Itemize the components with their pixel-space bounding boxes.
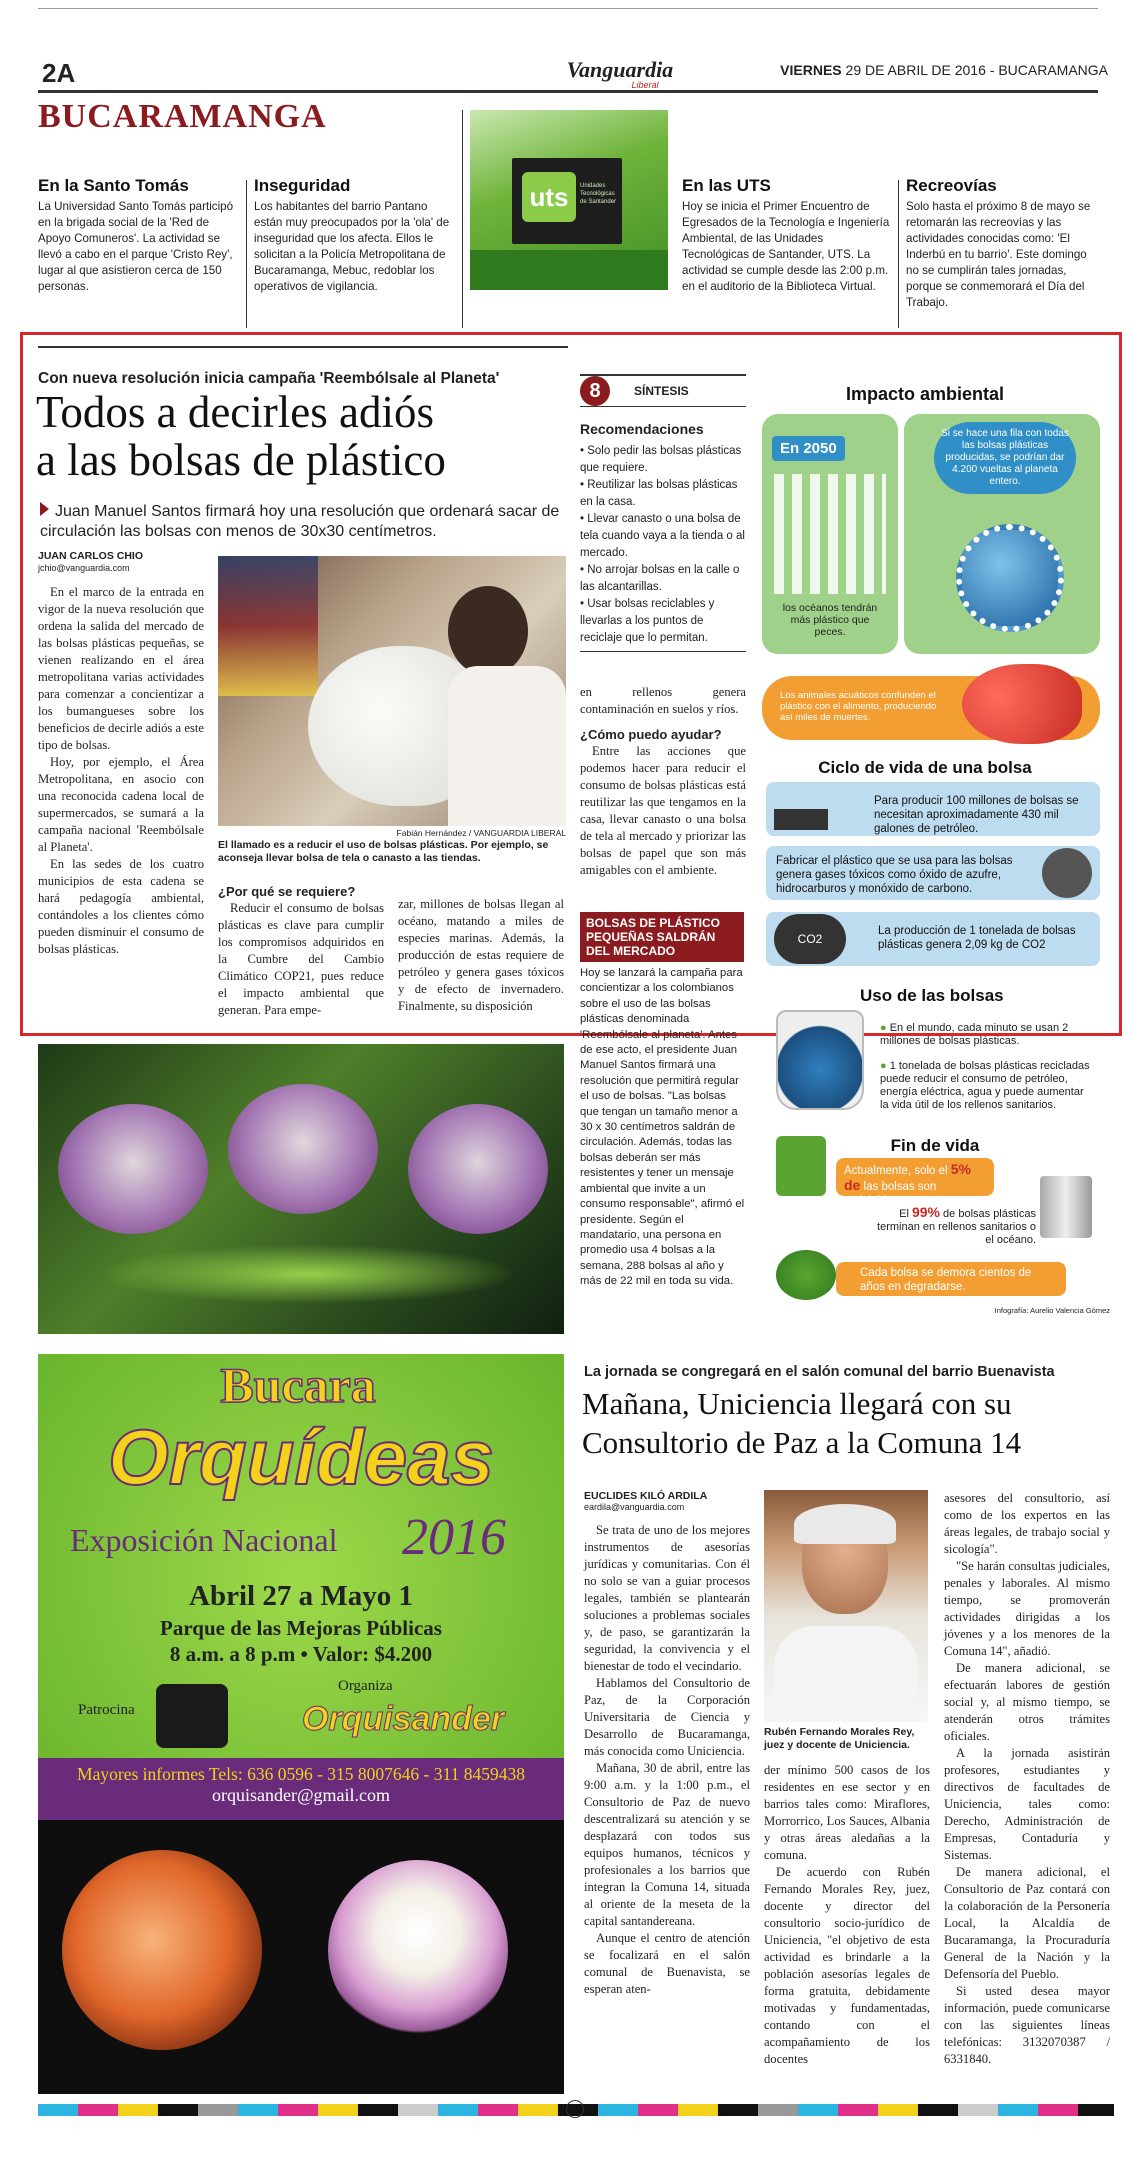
sintesis-box <box>580 374 746 652</box>
deck-arrow-icon <box>40 502 49 516</box>
issue-date <box>780 62 1108 78</box>
paragraph: De manera adicional, se efectuarán labores de gestión social y, al mismo tiempo, se atenderán otros trámites oficiales. <box>944 1661 1110 1743</box>
photo-person-hair <box>448 586 528 676</box>
paragraph: "Se harán consultas judiciales, penales y laborales. Al mismo tiempo, se promoverán actividades dirigidas a los jóvenes y a los menores de la Comuna 14", añadió. <box>944 1559 1110 1658</box>
subhead: ¿Cómo puedo ayudar? <box>580 727 722 742</box>
ad-brand-2: Orquídeas <box>108 1413 494 1501</box>
uso-title: Uso de las bolsas <box>860 986 1004 1005</box>
top-rule <box>38 8 1098 9</box>
sintesis-item: • No arrojar bolsas en la calle o las alcantarillas. <box>580 564 740 593</box>
section-title: BUCARAMANGA <box>38 98 327 135</box>
paragraph: Hoy, por ejemplo, el Área Metropolitana, en asocio con una reconocida cadena local de supermercados, se sumará a la campaña nacional 'Reembólsale al Planeta'. <box>38 755 204 854</box>
second-headline-line-2: Consultorio de Paz a la Comuna 14 <box>582 1425 1022 1460</box>
orchid-flower-1 <box>58 1104 208 1234</box>
trash-can-icon <box>1040 1176 1092 1238</box>
brief-recreovias <box>906 176 1102 311</box>
fin-1a: Actualmente, solo el <box>844 1165 948 1177</box>
sintesis-title: Recomendaciones <box>580 421 704 437</box>
ad-year: 2016 <box>402 1509 506 1566</box>
panel-fila <box>904 414 1100 654</box>
recycle-bag-icon <box>776 1136 826 1196</box>
second-headline-line-1: Mañana, Uniciencia llegará con su <box>582 1386 1012 1421</box>
oceans-text: los océanos tendrán más plástico que peces. <box>782 602 878 638</box>
registration-mark-icon <box>566 2100 584 2118</box>
fin-2a: El <box>899 1208 909 1220</box>
second-column-3 <box>944 1490 1110 2068</box>
paragraph: Hablamos del Consultorio de Paz, de la Corporación Universitaria de Ciencia y Desarrollo de Bucaramanga, más conocida como Uniciencia. <box>584 1676 750 1758</box>
fin-row-1 <box>836 1158 994 1207</box>
brief-title: En las UTS <box>682 176 771 195</box>
brief-text: Solo hasta el próximo 8 de mayo se retomarán las recreovías y las actividades conocidas como: 'El Inderbú en tu barrio'. Este domingo no se cumplirán tales jornadas, porque se conmemorará el Día del Trabajo. <box>906 200 1091 309</box>
sintesis-item: • Reutilizar las bolsas plásticas en la casa. <box>580 479 738 508</box>
kicker-rule <box>38 346 568 348</box>
main-headline-line-2: a las bolsas de plástico <box>36 435 446 485</box>
second-byline: EUCLIDES KILÓ ARDILA <box>584 1490 708 1502</box>
caption-name: Rubén Fernando Morales Rey, <box>764 1726 915 1738</box>
ad-contact-band <box>38 1758 564 1820</box>
photo-hair <box>794 1504 896 1544</box>
main-headline <box>36 388 446 484</box>
uso-2: 1 tonelada de bolsas plásticas recicladas puede reducir el consumo de petróleo, energía eléctrica, agua y puede aumentar la vida útil de los rellenos sanitarios. <box>880 1060 1090 1111</box>
sintesis-item: • Solo pedir las bolsas plásticas que requiere. <box>580 445 742 474</box>
ciclo-row-1 <box>766 782 1100 836</box>
uts-sign <box>512 158 622 244</box>
paragraph: en rellenos genera contaminación en suelos y ríos. <box>580 685 746 716</box>
sintesis-item: • Usar bolsas reciclables y llevarlas a los puntos de reciclaje que lo permitan. <box>580 598 715 644</box>
bags-grid-icon <box>774 474 886 594</box>
gas-mask-icon <box>1042 848 1092 898</box>
infographic-credit: Infografía: Aurelio Valencia Gómez <box>994 1306 1110 1315</box>
paragraph: Si usted desea mayor información, puede comunicarse con las siguientes líneas telefónicas: 3132070387 / 6331840. <box>944 1984 1110 2066</box>
main-byline: JUAN CARLOS CHIO <box>38 550 144 562</box>
uts-logo: uts <box>522 172 576 222</box>
brief-divider <box>246 180 247 328</box>
oil-pump-icon <box>774 788 828 830</box>
fin-2b: 99% <box>911 1204 940 1220</box>
orchid-flower-3 <box>408 1104 548 1234</box>
main-photo <box>218 556 566 826</box>
main-column-3 <box>398 896 564 1015</box>
main-column-4 <box>580 684 746 879</box>
masthead-title: Vanguardia <box>566 57 674 82</box>
main-deck <box>40 502 570 542</box>
photo-shirt <box>774 1626 918 1722</box>
brief-title: Inseguridad <box>254 176 351 195</box>
fish-icon <box>962 664 1082 744</box>
ciclo-2-text: Fabricar el plástico que se usa para las bolsas genera gases tóxicos como óxido de azufre, hidrocarburos y monóxido de carbono. <box>776 855 1013 895</box>
ad-expo: Exposición Nacional <box>70 1522 338 1558</box>
brief-inseguridad <box>254 176 454 295</box>
panel-2050 <box>762 414 898 654</box>
fin-2c: de bolsas plásticas terminan en rellenos sanitarios o el océano. <box>877 1208 1036 1246</box>
sintesis-header <box>580 374 746 407</box>
co2-cloud-icon: CO2 <box>774 914 846 964</box>
ad-photos <box>38 1820 564 2094</box>
paragraph: A la jornada asistirán profesores, estudiantes y directivos de facultades de Uniciencia, tales como: Derecho, Administración de Empresas, Contaduría y Sistemas. <box>944 1746 1110 1862</box>
fila-text: Si se hace una fila con todas las bolsas plásticas producidas, se podrían dar 4.200 vueltas al planeta entero. <box>934 422 1076 494</box>
ad-sponsor-label: Patrocina <box>78 1702 135 1718</box>
fin-1b: 5% de <box>844 1161 971 1193</box>
subhead: ¿Por qué se requiere? <box>218 884 356 899</box>
photo-caption: El llamado es a reducir el uso de bolsas plásticas. Por ejemplo, se aconseja llevar bolsa de tela o canasto a las tiendas. <box>218 839 549 864</box>
fin-row-2 <box>876 1206 1036 1247</box>
orchid-flower-2 <box>228 1084 378 1214</box>
brief-uts <box>682 176 890 295</box>
paragraph: der mínimo 500 casos de los residentes en ese sector y en barrios tales como: Miraflores, Morrorrico, Los Sauces, Albania y otras áreas aledañas a la comuna. <box>764 1763 930 1862</box>
box-title: BOLSAS DE PLÁSTICO PEQUEÑAS SALDRÁN DEL MERCADO <box>580 912 744 962</box>
second-kicker: La jornada se congregará en el salón comunal del barrio Buenavista <box>584 1364 1055 1380</box>
bullet-icon: ● <box>880 1022 890 1034</box>
brief-santo-tomas <box>38 176 238 295</box>
paragraph: Entre las acciones que podemos hacer para reducir el consumo de bolsas plásticas está reutilizar las que tengamos en la casa, llevar canasto o una bolsa de tela al mercado y priorizar las bolsas de papel que son más amigables con el ambiente. <box>580 744 746 877</box>
brief-text: La Universidad Santo Tomás participó en la brigada social de la 'Red de Apoyo Comuneros'. La actividad se llevó a cabo en el parque 'Cristo Rey', lugar al que asistieron cerca de 150 personas. <box>38 200 234 293</box>
brief-divider <box>462 110 463 328</box>
ciclo-title: Ciclo de vida de una bolsa <box>818 758 1032 777</box>
second-email: eardila@vanguardia.com <box>584 1502 685 1512</box>
paragraph: Reducir el consumo de bolsas plásticas es clave para cumplir los compromisos adquiridos en la Cumbre del Cambio Climático COP21, pues reduce el impacto ambiental que generan. Para empe- <box>218 901 384 1017</box>
leaf-icon <box>776 1250 836 1300</box>
ad-white-orchid <box>328 1860 508 2040</box>
ad-orange-orchid <box>62 1850 262 2050</box>
ad-email: orquisander@gmail.com <box>211 1785 391 1805</box>
uso-1: En el mundo, cada minuto se usan 2 millones de bolsas plásticas. <box>880 1022 1069 1047</box>
ad-contact: Mayores informes Tels: 636 0596 - 315 8007646 - 311 8459438 <box>77 1764 525 1784</box>
paragraph: De manera adicional, el Consultorio de Paz contará con la colaboración de la Personería Local, la Alcaldía de Bucaramanga, la Procuraduría General de la Nación y la Defensoría del Pueblo. <box>944 1865 1110 1981</box>
box-text: Hoy se lanzará la campaña para concientizar a los colombianos sobre el uso de las bolsas plásticas denominada 'Reembólsale al planeta'. Antes de ese acto, el presidente Juan Manuel Santos firmará una resolución que permitirá regular el uso de bolsas. "Las bolsas que tengan un tamaño menor a 30 x 30 centímetros saldrán de circulación. Además, todas las bolsas deberán ser más resistentes y tener un mensaje ambiental que invite a un consumo responsable", afirmó el presidente. Según el mandatario, una persona en promedio usa 4 bolsas a la semana, 288 bolsas al año y más de 22 mil en toda su vida. <box>580 967 745 1288</box>
caption-role: juez y docente de Uniciencia. <box>764 1739 910 1751</box>
orchid-ad <box>38 1354 564 2094</box>
paragraph: asesores del consultorio, así como de los expertos en las áreas legales, de trabajo social y sicología". <box>944 1491 1110 1556</box>
orchid-photo <box>38 1044 564 1334</box>
fin-row-3: Cada bolsa se demora cientos de años en degradarse. <box>836 1262 1066 1296</box>
sintesis-item: • Llevar canasto o una bolsa de tela cuando vaya a la tienda o al mercado. <box>580 513 745 559</box>
brief-divider <box>898 180 899 328</box>
paragraph: Mañana, 30 de abril, entre las 9:00 a.m. y la 1:00 p.m., el Consultorio de Paz de nuevo descentralizará su atención y se desplazará con todos sus equipos humanos, técnicos y profesionales a los barrios que integran la Comuna 14, situada al oriente de la meseta de la capital santandereana. <box>584 1761 750 1928</box>
panel-animals <box>762 676 1100 740</box>
ad-organizer-label: Organiza <box>338 1678 393 1694</box>
second-column-1 <box>584 1522 750 1998</box>
animals-text: Los animales acuáticos confunden el plástico con el alimento, produciendo así miles de muertes. <box>780 690 937 723</box>
main-headline-line-1: Todos a decirles adiós <box>36 387 434 437</box>
second-headline <box>582 1384 1021 1462</box>
photo-credit: Fabián Hernández / VANGUARDIA LIBERAL <box>396 828 566 838</box>
infographic-title: Impacto ambiental <box>845 384 1005 404</box>
ciclo-row-2 <box>766 846 1100 900</box>
bullet-icon: ● <box>880 1060 890 1072</box>
sintesis-bottom-rule <box>580 651 746 652</box>
bag-globe-icon <box>776 1010 864 1110</box>
uts-photo <box>470 110 668 290</box>
ad-place: Parque de las Mejoras Públicas <box>160 1616 442 1640</box>
ad-hours: 8 a.m. a 8 p.m • Valor: $4.200 <box>169 1642 433 1666</box>
paragraph: Aunque el centro de atención se focalizará en el salón comunal de Buenavista, se esperan aten- <box>584 1931 750 1996</box>
fin-title: Fin de vida <box>890 1136 980 1155</box>
masthead-sub: Liberal <box>631 80 659 90</box>
second-photo <box>764 1490 928 1722</box>
paragraph: En el marco de la entrada en vigor de la nueva resolución que ordena la salida del mercado de las bolsas plásticas pequeñas, se vienen realizando en el área metropolitana varias actividades para comenzar a concientizar a los bumangueses sobre los beneficios de decirle adiós a este tipo de bolsas. <box>38 585 204 752</box>
uso-2-text <box>880 1060 1095 1112</box>
second-column-2 <box>764 1762 930 2068</box>
main-column-2 <box>218 880 384 1019</box>
sintesis-label: SÍNTESIS <box>634 384 689 398</box>
photo-person-shirt <box>448 666 566 826</box>
ciclo-row-3 <box>766 912 1100 966</box>
uts-sign-text: Unidades Tecnológicas de Santander <box>580 183 617 205</box>
header-rule <box>38 90 1098 93</box>
paragraph: En las sedes de los cuatro municipios de esta cadena se hará pedagogía ambiental, contándoles a los clientes cómo pueden disminuir el consumo de bolsas plásticas. <box>38 857 204 956</box>
main-deck-text: Juan Manuel Santos firmará hoy una resolución que ordenará sacar de circulación las bolsas con menos de 30x30 centímetros. <box>40 503 560 540</box>
issue-date-rest: 29 DE ABRIL DE 2016 - BUCARAMANGA <box>845 62 1108 78</box>
issue-day: VIERNES <box>780 62 842 78</box>
paragraph: De acuerdo con Rubén Fernando Morales Rey, juez, docente y director del consultorio socio-jurídico de Uniciencia, "el objetivo de esta actividad es brindarle a la población asesorías legales de forma gratuita, debidamente motivadas y fundamentadas, contando con el acompañamiento de los docentes <box>764 1865 930 2066</box>
ciclo-1-text: Para producir 100 millones de bolsas se necesitan aproximadamente 430 mil galones de petróleo. <box>874 795 1079 835</box>
paragraph: Se trata de uno de los mejores instrumentos de asesorías jurídicas y comunitarias. Con él no solo se van a guiar procesos legales, también se plantearán soluciones a problemas sociales y, de paso, se garantizarán la seguridad, la convivencia y el bienestar de todo el vecindario. <box>584 1523 750 1673</box>
sponsor-logo <box>156 1684 228 1748</box>
fin-1c: las bolsas son reciclables. <box>844 1181 937 1207</box>
uso-1-text <box>880 1022 1080 1048</box>
photo-shelf <box>218 556 318 696</box>
year-badge: En 2050 <box>772 436 845 461</box>
brief-text: Los habitantes del barrio Pantano están muy preocupados por la 'ola' de inseguridad que los afecta. Ellos le solicitan a la Policía Metropolitana de Bucaramanga, Mebuc, redoblar los operativos de vigilancia. <box>254 200 450 293</box>
main-kicker: Con nueva resolución inicia campaña 'Reembólsale al Planeta' <box>38 370 500 387</box>
brief-text: Hoy se inicia el Primer Encuentro de Egresados de la Tecnología e Ingeniería Ambiental, de las Unidades Tecnológicas de Santander, UTS. La actividad se cumple desde las 2:00 p.m. en el auditorio de la Biblioteca Virtual. <box>682 200 890 293</box>
brief-title: En la Santo Tomás <box>38 176 189 195</box>
main-email: jchio@vanguardia.com <box>38 563 130 573</box>
masthead <box>540 57 700 90</box>
globe-icon <box>956 524 1064 632</box>
sintesis-badge-icon: 8 <box>580 376 610 406</box>
sintesis-list <box>580 443 746 647</box>
paragraph: zar, millones de bolsas llegan al océano, matando a miles de especies marinas. Además, la producción de estas requiere de petróleo y genera gases tóxicos y de efecto de invernadero. Finalmente, su disposición <box>398 897 564 1013</box>
ad-brand-1: Bucara <box>220 1357 376 1413</box>
ciclo-3-text: La producción de 1 tonelada de bolsas plásticas genera 2,09 kg de CO2 <box>878 925 1076 951</box>
brief-title: Recreovías <box>906 176 997 195</box>
page-number: 2A <box>42 58 76 88</box>
ad-dates: Abril 27 a Mayo 1 <box>189 1580 413 1612</box>
uts-photo-floor <box>470 250 668 290</box>
ad-organizer: Orquisander <box>302 1700 505 1738</box>
main-column-1 <box>38 584 204 958</box>
orchid-leaves <box>98 1244 518 1304</box>
second-photo-caption <box>764 1726 930 1752</box>
